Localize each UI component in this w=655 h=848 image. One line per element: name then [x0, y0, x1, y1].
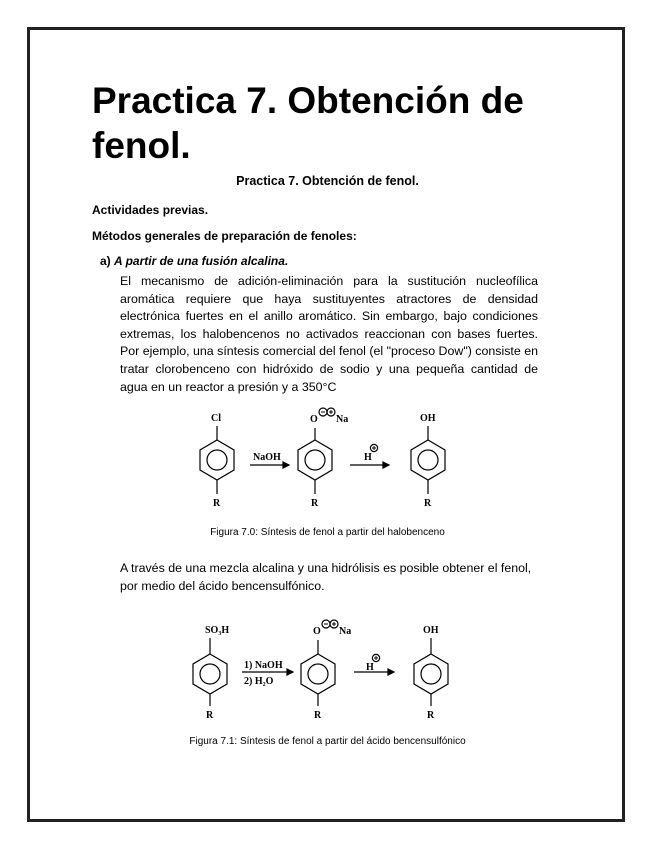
sodium-label: Na	[339, 626, 352, 637]
sulfonic-acid-label: SO₃H	[205, 625, 230, 636]
section-a-title: A partir de una fusión alcalina.	[114, 254, 289, 268]
benzene-ring-reactant	[200, 440, 234, 480]
heading-activities: Actividades previas.	[92, 203, 209, 217]
section-a-label: a)	[100, 254, 111, 268]
r-group-label: R	[314, 710, 322, 721]
hydroxyl-label: OH	[423, 625, 439, 636]
reagent-naoh-label: NaOH	[253, 452, 281, 463]
r-group-label: R	[427, 710, 435, 721]
r-group-label: R	[213, 498, 221, 509]
reagent-step-2-label: 2) H₂O	[244, 676, 274, 687]
r-group-label: R	[311, 498, 319, 509]
proton-label: H	[364, 452, 372, 463]
figure-2-caption: Figura 7.1: Síntesis de fenol a partir del ácido bencensulfónico	[189, 736, 466, 747]
benzene-ring-product	[411, 440, 445, 480]
benzene-ring-intermediate	[301, 654, 335, 694]
figure-1-reaction-scheme	[150, 408, 490, 518]
reagent-step-1-label: 1) NaOH	[244, 660, 283, 671]
oxide-o-label: O	[313, 626, 321, 637]
r-group-label: R	[424, 498, 432, 509]
benzene-ring-reactant	[193, 654, 227, 694]
paragraph-2: A través de una mezcla alcalina y una hidrólisis es posible obtener el fenol, por medio del ácido bencensulfónico.	[120, 561, 532, 593]
section-a-heading	[100, 254, 288, 268]
paragraph-1: El mecanismo de adición-eliminación para la sustitución nucleofílica aromática requiere que haya sustituyentes atractores de densidad electrónica fuertes en el anillo aromático. Sin embargo, bajo condiciones extremas, los halobencenos no activados reaccionan con bases fuertes. Por ejemplo, una síntesis comercial del fenol (el "proceso Dow") consiste en tratar clorobenceno con hidróxido de sodio y una pequeña cantidad de agua en un reactor a presión y a 350°C	[120, 274, 538, 394]
subtitle: Practica 7. Obtención de fenol.	[236, 174, 419, 188]
oxide-o-label: O	[310, 414, 318, 425]
page-title: Practica 7. Obtención de fenol.	[92, 80, 524, 166]
proton-label: H	[366, 662, 374, 673]
figure-2-reaction-scheme	[150, 620, 490, 730]
hydroxyl-label: OH	[420, 413, 436, 424]
figure-1-caption: Figura 7.0: Síntesis de fenol a partir del halobenceno	[210, 527, 445, 538]
heading-methods: Métodos generales de preparación de fenoles:	[92, 229, 357, 243]
benzene-ring-intermediate	[298, 440, 332, 480]
sodium-label: Na	[336, 414, 349, 425]
r-group-label: R	[206, 710, 214, 721]
benzene-ring-product	[414, 654, 448, 694]
chloro-group-label: Cl	[211, 413, 221, 424]
